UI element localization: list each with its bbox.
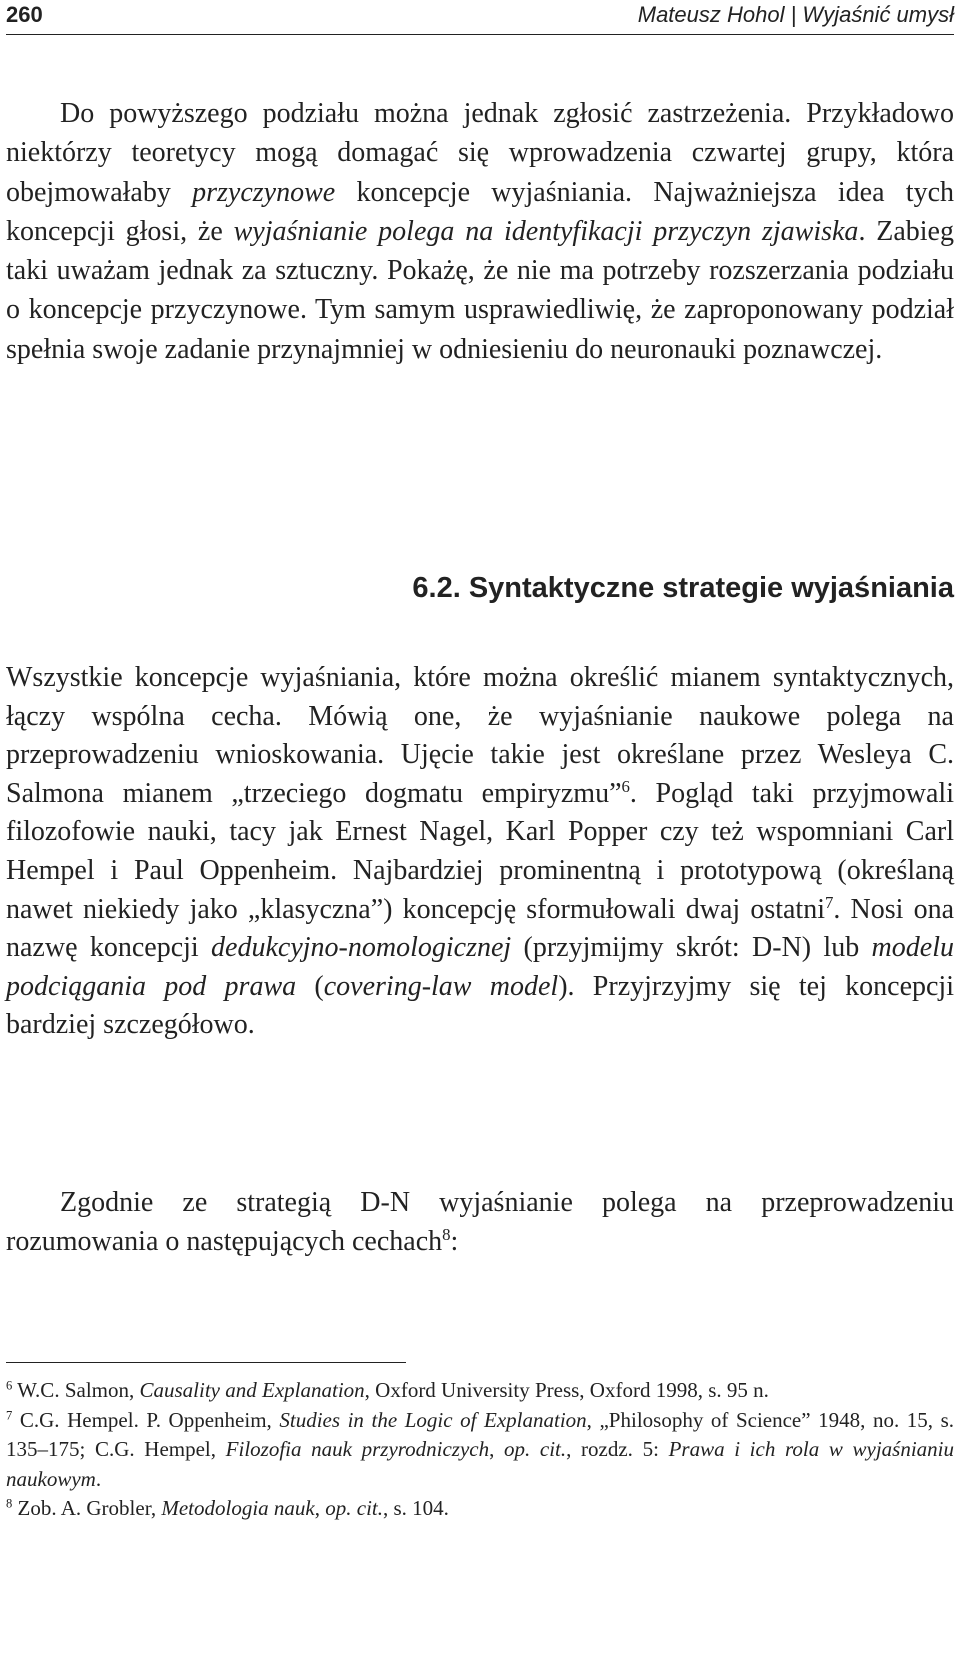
text-run: , s. 104. <box>383 1496 449 1520</box>
book-title: Filozofia nauk przyrodniczych <box>225 1437 490 1461</box>
text-run: , Oxford University Press, Oxford 1998, s. 95 n. <box>364 1378 769 1402</box>
text-run: ( <box>296 970 324 1002</box>
text-run: Zgodnie ze strategią D-N wyjaśnianie polega na przeprowadzeniu rozumowania o następujących cechach <box>6 1187 954 1257</box>
text-run: Zob. A. Grobler, <box>12 1496 162 1520</box>
italic-term: dedukcyjno-nomologicznej <box>211 932 512 964</box>
italic-phrase: wyjaśnianie polega na identyfikacji przyczyn zjawiska <box>233 215 859 247</box>
footnote-6 <box>6 1376 954 1406</box>
footnote-number: 6 <box>6 1378 13 1393</box>
footnote-ref[interactable]: 8 <box>442 1224 451 1244</box>
citation-abbrev: op. cit. <box>504 1437 567 1461</box>
book-title: Metodologia nauk <box>161 1496 315 1520</box>
footnotes <box>6 1376 954 1524</box>
text-run: , rozdz. 5: <box>566 1437 669 1461</box>
footnote-divider <box>6 1362 406 1363</box>
page-header <box>6 0 954 35</box>
text-run: C.G. Hempel. P. Oppenheim, <box>12 1407 280 1432</box>
text-run: (przyjmijmy skrót: D-N) lub <box>511 932 872 964</box>
citation-abbrev: op. cit. <box>325 1496 383 1520</box>
text-run: koncepcje wyjaśniania. Najważniejsza idea tych koncepcji głosi, że <box>6 176 955 247</box>
chapter-title: Prawa i ich rola w wyjaśnianiu naukowym <box>6 1437 954 1491</box>
italic-term: przyczynowe <box>192 176 336 208</box>
page-number: 260 <box>6 2 43 27</box>
section-heading: 6.2. Syntaktyczne strategie wyjaśniania <box>412 572 954 604</box>
text-run: . Nosi ona nazwę koncepcji <box>6 893 954 964</box>
body-paragraph-1 <box>6 94 954 369</box>
footnote-number: 7 <box>6 1407 13 1422</box>
body-paragraph-3 <box>6 1184 954 1261</box>
text-run: : <box>450 1225 459 1257</box>
footnote-8 <box>6 1494 954 1524</box>
text-run: ). Przyjrzyjmy się tej koncepcji bardziej szczegółowo. <box>6 970 954 1041</box>
book-title: Causality and Explanation <box>139 1378 365 1402</box>
italic-term: covering-law model <box>323 970 559 1002</box>
text-run: . Pogląd taki przyjmowali filozofowie nauki, tacy jak Ernest Nagel, Karl Popper czy też wspomniani Carl Hempel i Paul Oppenheim. Najbardziej prominentną i prototypową (określaną nawet niekiedy jako „klasyczna”) koncepcję sformułowali dwaj ostatni <box>6 777 954 925</box>
footnote-7 <box>6 1406 954 1495</box>
italic-term: modelu podciągania pod prawa <box>6 932 954 1002</box>
footnote-number: 8 <box>6 1496 13 1511</box>
text-run: . <box>95 1466 102 1491</box>
text-run: , <box>489 1437 505 1461</box>
footnote-ref[interactable]: 6 <box>621 776 630 796</box>
text-run: . Zabieg taki uważam jednak za sztuczny. Pokażę, że nie ma potrzeby rozszerzania podziału o koncepcje przyczynowe. Tym samym usprawiedliwię, że zaproponowany podział spełnia swoje zadanie przynajmniej w odniesieniu do neuronauki poznawczej. <box>6 215 954 365</box>
article-title: Studies in the Logic of Explanation <box>279 1407 587 1432</box>
text-run: , „Philosophy of Science” 1948, no. 15, s. 135–175; C.G. Hempel, <box>6 1407 955 1461</box>
body-paragraph-2 <box>6 659 954 1045</box>
footnote-ref[interactable]: 7 <box>824 892 834 912</box>
text-run: Wszystkie koncepcje wyjaśniania, które można określić mianem syntaktycznych, łączy wspólna cecha. Mówią one, że wyjaśnianie naukowe polega na przeprowadzeniu wnioskowania. Ujęcie takie jest określane przez Wesleya C. Salmona mianem „trzeciego dogmatu empiryzmu” <box>6 662 954 809</box>
text-run: Do powyższego podziału można jednak zgłosić zastrzeżenia. Przykładowo niektórzy teoretycy mogą domagać się wprowadzenia czwartej grupy, która obejmowałaby <box>6 98 954 208</box>
text-run: W.C. Salmon, <box>12 1378 140 1402</box>
running-head: Mateusz Hohol | Wyjaśnić umysł <box>637 2 954 27</box>
text-run: , <box>314 1496 326 1520</box>
